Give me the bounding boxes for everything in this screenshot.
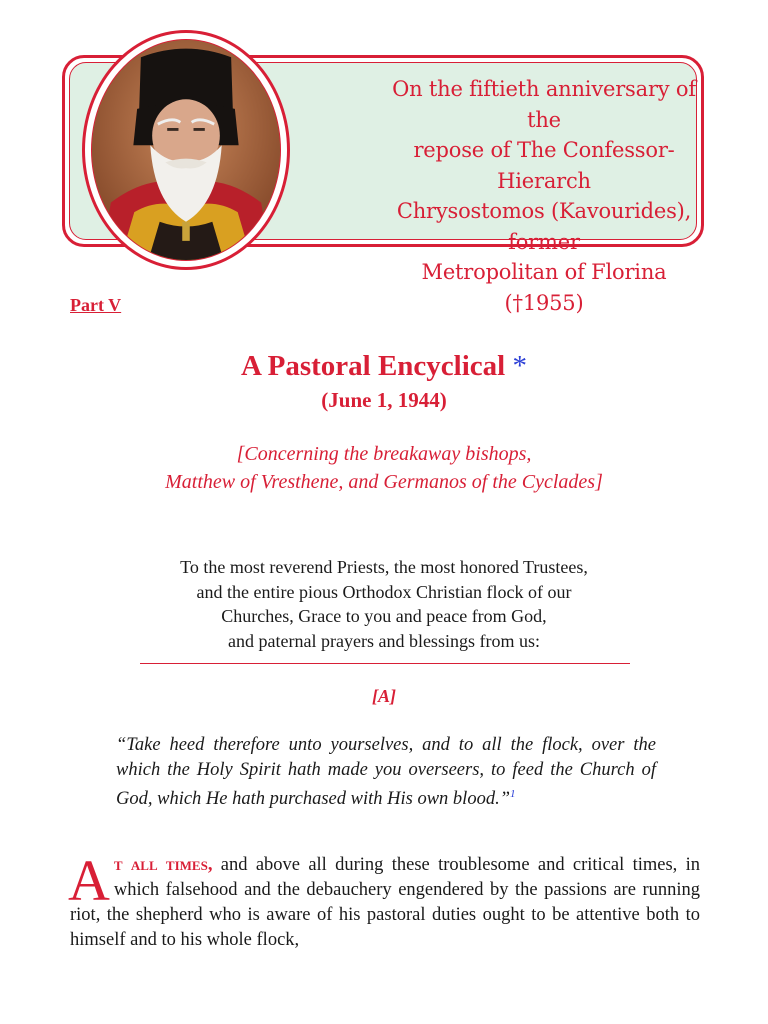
title-text: A Pastoral Encyclical [241, 350, 506, 382]
quote-footnote-ref[interactable]: 1 [509, 788, 516, 800]
quote-text: “Take heed therefore unto yourselves, and to all the flock, over the which the Holy Spirit hath made you overseers, to feed the Church of God, which He hath purchased with His own blood.” [116, 735, 656, 810]
banner-line: Metropolitan of Florina [421, 260, 667, 284]
salutation-line: and the entire pious Orthodox Christian flock of our [196, 581, 572, 602]
salutation-line: To the most reverend Priests, the most honored Trustees, [180, 557, 588, 577]
section-marker: [A] [372, 686, 396, 706]
banner-line: (†1955) [504, 290, 584, 315]
paragraph-text: and above all during these troublesome and critical times, in which falsehood and the debauchery engendered by the passions are running riot, the shepherd who is aware of his pastoral duties ought to be attentive both to himself and to his whole flock, [70, 855, 700, 950]
subject-line: Matthew of Vresthene, and Germanos of the Cyclades] [165, 471, 603, 493]
scripture-quote [116, 733, 656, 812]
salutation-line: Churches, Grace to you and peace from God, [221, 606, 547, 626]
salutation-line: and paternal prayers and blessings from us: [228, 630, 540, 651]
banner-line: On the fiftieth anniversary of the [392, 77, 696, 132]
part-label: Part V [70, 295, 122, 315]
banner-line: Chrysostomos (Kavourides), former [396, 199, 692, 254]
subject-note [0, 440, 768, 496]
hierarch-portrait [91, 39, 281, 261]
portrait-image [92, 40, 280, 260]
lead-in: t all times, [113, 855, 213, 875]
document-date: (June 1, 1944) [321, 388, 447, 412]
body-paragraph [68, 848, 700, 953]
document-title [0, 350, 768, 383]
title-footnote-mark[interactable]: * [512, 350, 527, 382]
banner-line: repose of The Confessor-Hierarch [413, 138, 675, 193]
banner-text [383, 74, 705, 318]
subject-line: [Concerning the breakaway bishops, [236, 443, 532, 465]
section-divider [140, 663, 630, 664]
salutation [0, 555, 768, 653]
portrait-frame [82, 30, 290, 270]
drop-cap: A [68, 848, 110, 913]
